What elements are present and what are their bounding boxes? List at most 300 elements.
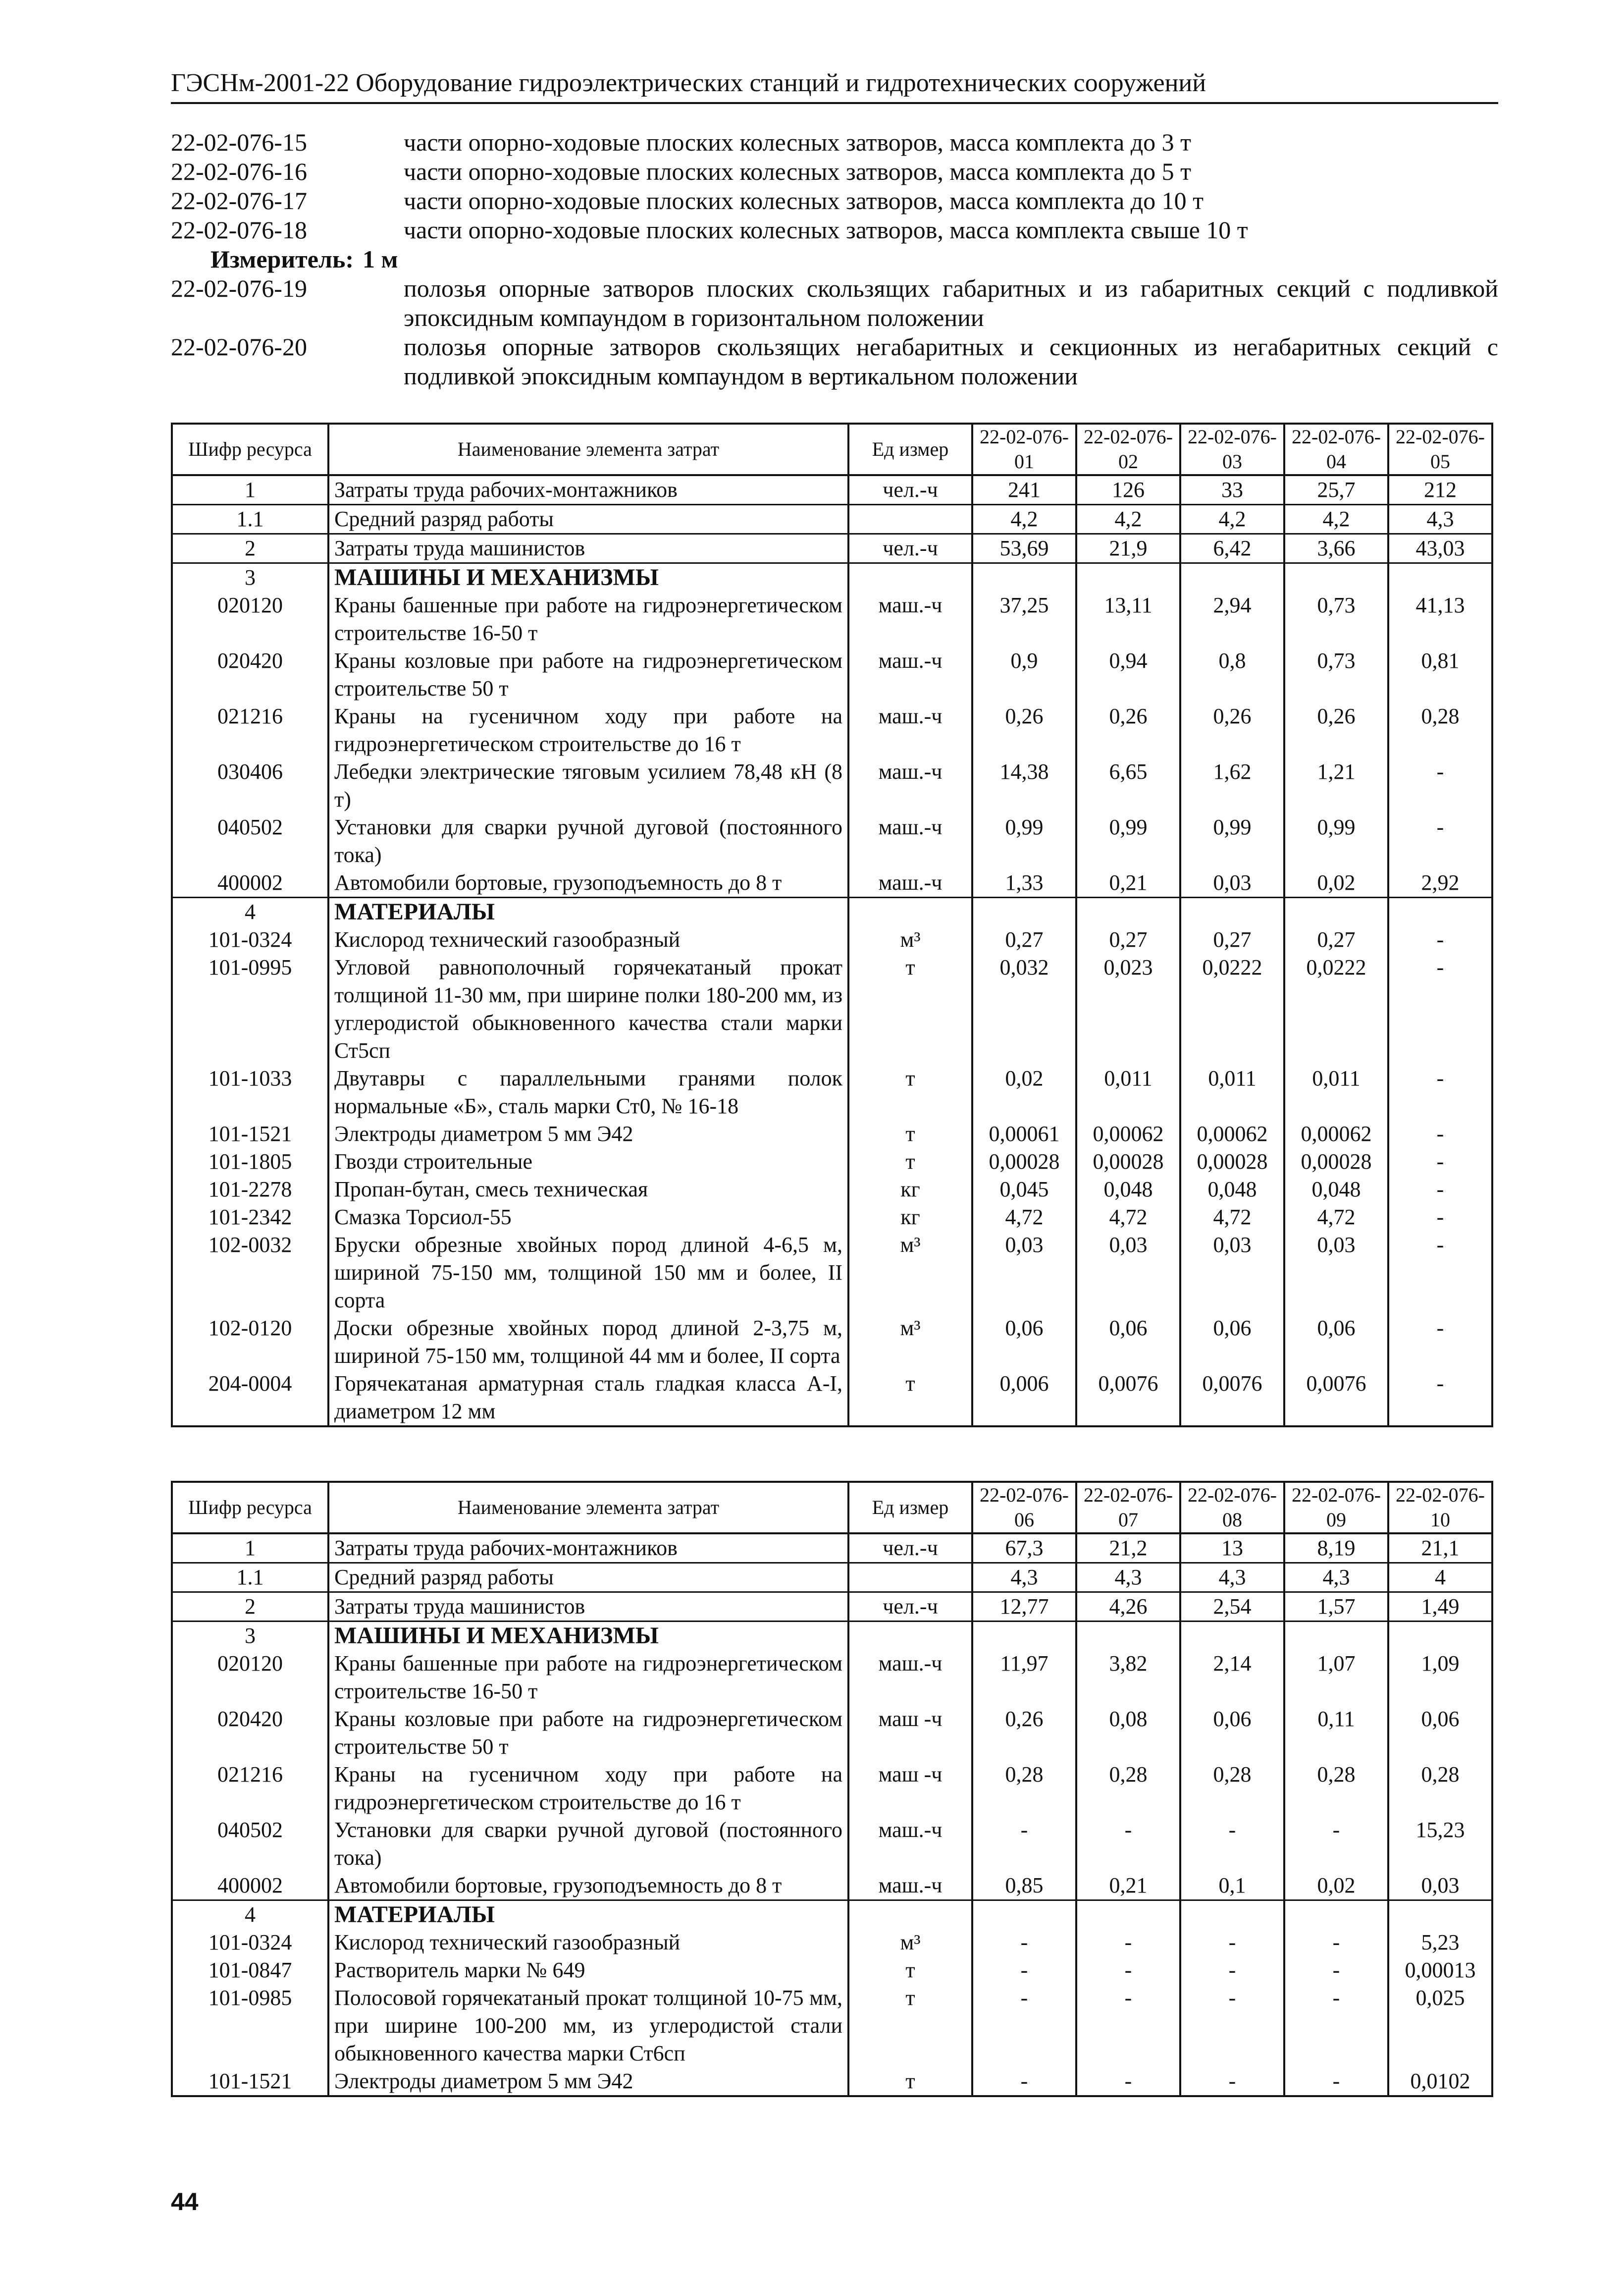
intro-text: полозья опорные затворов скользящих негабаритных и секционных из негабаритных секций с подливкой эпоксидным компаундом в вертикальном положении <box>404 333 1498 390</box>
resource-code: 040502 <box>172 1816 328 1872</box>
resource-value: 0,03 <box>1076 1231 1180 1314</box>
resource-code: 030406 <box>172 758 328 813</box>
resource-value: 0,99 <box>1076 813 1180 869</box>
table-row <box>172 1929 1492 1956</box>
resource-code: 101-2342 <box>172 1203 328 1231</box>
resource-value: - <box>1076 2067 1180 2096</box>
resource-value: 0,28 <box>1388 703 1492 758</box>
resource-value: 0,006 <box>972 1370 1076 1426</box>
resource-unit: маш.-ч <box>848 813 972 869</box>
resource-unit: маш.-ч <box>848 703 972 758</box>
intro-item <box>171 332 1498 391</box>
resource-value: 33 <box>1180 475 1284 505</box>
resource-value <box>972 898 1076 926</box>
resource-value: 0,03 <box>1180 1231 1284 1314</box>
resource-code: 1 <box>172 1533 328 1563</box>
resource-value: 0,00028 <box>1180 1148 1284 1176</box>
resource-value <box>1388 563 1492 592</box>
table-header-row <box>172 424 1492 475</box>
resource-unit <box>848 1900 972 1929</box>
resource-code: 2 <box>172 534 328 563</box>
col-header-norm: 22-02-076-09 <box>1284 1482 1388 1533</box>
resource-code: 020420 <box>172 647 328 703</box>
resource-name: Краны башенные при работе на гидроэнергетическом строительстве 16-50 т <box>328 592 848 647</box>
resource-code: 3 <box>172 1621 328 1650</box>
resource-value: - <box>1388 1231 1492 1314</box>
resource-value: - <box>1180 1956 1284 1984</box>
resource-value: 37,25 <box>972 592 1076 647</box>
table-row <box>172 813 1492 869</box>
resource-value: 212 <box>1388 475 1492 505</box>
table-row <box>172 2067 1492 2096</box>
resource-value: 0,28 <box>1284 1761 1388 1816</box>
table-row <box>172 475 1492 505</box>
resource-unit: кг <box>848 1203 972 1231</box>
resource-unit: т <box>848 1984 972 2067</box>
resource-name: Краны башенные при работе на гидроэнергетическом строительстве 16-50 т <box>328 1650 848 1705</box>
intro-text: полозья опорные затворов плоских скользящих габаритных и из габаритных секций с подливкой эпоксидным компаундом в горизонтальном положении <box>404 274 1498 331</box>
resource-value: 0,28 <box>972 1761 1076 1816</box>
resource-value: - <box>972 2067 1076 2096</box>
resource-value: 2,14 <box>1180 1650 1284 1705</box>
resource-value: 0,06 <box>972 1314 1076 1370</box>
resource-value: - <box>1076 1984 1180 2067</box>
resource-value: 0,0076 <box>1180 1370 1284 1426</box>
resource-value: 0,27 <box>1180 926 1284 954</box>
resource-unit: маш.-ч <box>848 592 972 647</box>
resource-value: 4,3 <box>1284 1563 1388 1592</box>
resource-value: 3,66 <box>1284 534 1388 563</box>
table-row <box>172 1592 1492 1621</box>
section-row <box>172 898 1492 926</box>
col-header-norm: 22-02-076-06 <box>972 1482 1076 1533</box>
resource-name: Краны козловые при работе на гидроэнергетическом строительстве 50 т <box>328 647 848 703</box>
resource-code: 101-1805 <box>172 1148 328 1176</box>
col-header-norm: 22-02-076-05 <box>1388 424 1492 475</box>
resource-value: - <box>1388 1065 1492 1120</box>
intro-item <box>171 157 1498 186</box>
resource-unit: т <box>848 954 972 1065</box>
resource-unit: м³ <box>848 926 972 954</box>
resource-value: 0,02 <box>1284 1872 1388 1900</box>
resource-value: 4,3 <box>1076 1563 1180 1592</box>
intro-code: 22-02-076-18 <box>171 216 307 244</box>
resource-value: 0,06 <box>1388 1705 1492 1761</box>
resource-value: - <box>1180 2067 1284 2096</box>
resource-value: 0,26 <box>1284 703 1388 758</box>
resource-code: 021216 <box>172 1761 328 1816</box>
resource-code: 101-0324 <box>172 1929 328 1956</box>
resource-value <box>1180 898 1284 926</box>
section-row <box>172 1621 1492 1650</box>
resource-value: 0,06 <box>1180 1705 1284 1761</box>
resource-value: - <box>1284 1929 1388 1956</box>
resource-value: 0,26 <box>972 703 1076 758</box>
resource-value <box>1180 1900 1284 1929</box>
resource-value: 0,00028 <box>1284 1148 1388 1176</box>
resource-value: 0,06 <box>1284 1314 1388 1370</box>
resource-table-1 <box>171 423 1493 1427</box>
resource-unit: чел.-ч <box>848 534 972 563</box>
resource-value: - <box>1284 1956 1388 1984</box>
col-header-code: Шифр ресурса <box>172 424 328 475</box>
resource-value: 0,81 <box>1388 647 1492 703</box>
resource-name: Кислород технический газообразный <box>328 1929 848 1956</box>
resource-value <box>972 563 1076 592</box>
resource-value: 0,011 <box>1284 1065 1388 1120</box>
resource-value: 0,28 <box>1388 1761 1492 1816</box>
resource-value <box>1076 1621 1180 1650</box>
resource-name: Установки для сварки ручной дуговой (постоянного тока) <box>328 813 848 869</box>
table-row <box>172 703 1492 758</box>
intro-list <box>171 274 1498 391</box>
intro-text: части опорно-ходовые плоских колесных затворов, масса комплекта до 5 т <box>404 158 1191 185</box>
resource-value: 1,07 <box>1284 1650 1388 1705</box>
resource-value <box>1284 1900 1388 1929</box>
table-row <box>172 1370 1492 1426</box>
resource-code: 3 <box>172 563 328 592</box>
resource-code: 204-0004 <box>172 1370 328 1426</box>
resource-value: - <box>1388 1176 1492 1203</box>
col-header-unit: Ед измер <box>848 1482 972 1533</box>
resource-value: 21,2 <box>1076 1533 1180 1563</box>
resource-unit: чел.-ч <box>848 1533 972 1563</box>
table-row <box>172 1203 1492 1231</box>
col-header-norm: 22-02-076-08 <box>1180 1482 1284 1533</box>
resource-unit: м³ <box>848 1929 972 1956</box>
resource-value: 0,00062 <box>1076 1120 1180 1148</box>
resource-value <box>1284 1621 1388 1650</box>
resource-name: Растворитель марки № 649 <box>328 1956 848 1984</box>
table-header-row <box>172 1482 1492 1533</box>
resource-name: Пропан-бутан, смесь техническая <box>328 1176 848 1203</box>
table-row <box>172 926 1492 954</box>
col-header-norm: 22-02-076-10 <box>1388 1482 1492 1533</box>
intro-item <box>171 186 1498 216</box>
col-header-norm: 22-02-076-07 <box>1076 1482 1180 1533</box>
resource-name: Краны козловые при работе на гидроэнергетическом строительстве 50 т <box>328 1705 848 1761</box>
table-row <box>172 1148 1492 1176</box>
resource-value: 0,21 <box>1076 869 1180 898</box>
resource-value: 0,99 <box>1180 813 1284 869</box>
resource-value: - <box>1076 1816 1180 1872</box>
table-row <box>172 647 1492 703</box>
resource-value: 0,0076 <box>1284 1370 1388 1426</box>
resource-name: Затраты труда рабочих-монтажников <box>328 475 848 505</box>
resource-value: 0,048 <box>1180 1176 1284 1203</box>
resource-value: 4,3 <box>972 1563 1076 1592</box>
resource-value: 2,54 <box>1180 1592 1284 1621</box>
resource-code: 1.1 <box>172 1563 328 1592</box>
resource-value: 0,045 <box>972 1176 1076 1203</box>
page-header: ГЭСНм-2001-22 Оборудование гидроэлектрических станций и гидротехнических сооружений <box>171 70 1498 104</box>
resource-value <box>1388 898 1492 926</box>
resource-value: - <box>1388 954 1492 1065</box>
resource-code: 101-0995 <box>172 954 328 1065</box>
resource-value: 0,85 <box>972 1872 1076 1900</box>
resource-value: 4,2 <box>972 505 1076 534</box>
resource-value: 0,03 <box>1180 869 1284 898</box>
resource-code: 101-0847 <box>172 1956 328 1984</box>
resource-value <box>1388 1621 1492 1650</box>
table-row <box>172 534 1492 563</box>
resource-name: Электроды диаметром 5 мм Э42 <box>328 2067 848 2096</box>
resource-name: МАТЕРИАЛЫ <box>328 898 848 926</box>
resource-value: 4,3 <box>1180 1563 1284 1592</box>
resource-value: 53,69 <box>972 534 1076 563</box>
resource-unit <box>848 1563 972 1592</box>
resource-code: 400002 <box>172 869 328 898</box>
resource-value: 0,011 <box>1076 1065 1180 1120</box>
resource-name: Затраты труда машинистов <box>328 1592 848 1621</box>
resource-value: 0,73 <box>1284 647 1388 703</box>
resource-value <box>1076 1900 1180 1929</box>
resource-unit: т <box>848 1065 972 1120</box>
col-header-norm: 22-02-076-02 <box>1076 424 1180 475</box>
resource-value: - <box>1284 1984 1388 2067</box>
resource-value: 0,011 <box>1180 1065 1284 1120</box>
resource-value: - <box>1388 758 1492 813</box>
resource-value: 0,0222 <box>1284 954 1388 1065</box>
resource-name: Кислород технический газообразный <box>328 926 848 954</box>
resource-value: 12,77 <box>972 1592 1076 1621</box>
resource-value: 0,03 <box>972 1231 1076 1314</box>
resource-value: 0,28 <box>1076 1761 1180 1816</box>
resource-value: 13,11 <box>1076 592 1180 647</box>
resource-value: 0,99 <box>1284 813 1388 869</box>
intro-list <box>171 128 1498 245</box>
table-row <box>172 1984 1492 2067</box>
resource-name: Краны на гусеничном ходу при работе на гидроэнергетическом строительстве до 16 т <box>328 703 848 758</box>
resource-value: 0,025 <box>1388 1984 1492 2067</box>
resource-value: 0,94 <box>1076 647 1180 703</box>
resource-code: 020420 <box>172 1705 328 1761</box>
resource-value: 0,00028 <box>972 1148 1076 1176</box>
resource-unit: т <box>848 1120 972 1148</box>
table-row <box>172 592 1492 647</box>
measure-value: 1 м <box>363 245 398 273</box>
resource-value: - <box>1180 1816 1284 1872</box>
resource-value: 4,72 <box>1284 1203 1388 1231</box>
intro-code: 22-02-076-16 <box>171 158 307 185</box>
resource-code: 4 <box>172 1900 328 1929</box>
resource-code: 021216 <box>172 703 328 758</box>
resource-value: 0,03 <box>1284 1231 1388 1314</box>
resource-name: Полосовой горячекатаный прокат толщиной 10-75 мм, при ширине 100-200 мм, из углеродистой стали обыкновенного качества марки Ст6сп <box>328 1984 848 2067</box>
resource-name: Средний разряд работы <box>328 1563 848 1592</box>
table-row <box>172 1533 1492 1563</box>
table-row <box>172 1176 1492 1203</box>
intro-block <box>171 128 1498 391</box>
resource-unit: маш.-ч <box>848 1650 972 1705</box>
resource-value <box>972 1621 1076 1650</box>
resource-name: Краны на гусеничном ходу при работе на гидроэнергетическом строительстве до 16 т <box>328 1761 848 1816</box>
measure-line <box>171 245 1498 274</box>
page-number: 44 <box>171 2188 199 2216</box>
resource-name: МАШИНЫ И МЕХАНИЗМЫ <box>328 1621 848 1650</box>
resource-value: 2,94 <box>1180 592 1284 647</box>
intro-item <box>171 274 1498 332</box>
resource-value: 0,26 <box>1180 703 1284 758</box>
resource-value: 0,00062 <box>1180 1120 1284 1148</box>
table-row <box>172 1816 1492 1872</box>
resource-value: - <box>972 1816 1076 1872</box>
resource-value: 0,26 <box>972 1705 1076 1761</box>
resource-unit: м³ <box>848 1314 972 1370</box>
resource-value: 0,0076 <box>1076 1370 1180 1426</box>
resource-value <box>1076 563 1180 592</box>
resource-value: 4,2 <box>1180 505 1284 534</box>
resource-code: 400002 <box>172 1872 328 1900</box>
table-row <box>172 1705 1492 1761</box>
table-row <box>172 758 1492 813</box>
resource-value: 0,8 <box>1180 647 1284 703</box>
resource-code: 101-1521 <box>172 2067 328 2096</box>
col-header-norm: 22-02-076-04 <box>1284 424 1388 475</box>
resource-value: 15,23 <box>1388 1816 1492 1872</box>
resource-value: 14,38 <box>972 758 1076 813</box>
table-row <box>172 1761 1492 1816</box>
resource-value: 0,00013 <box>1388 1956 1492 1984</box>
resource-name: Средний разряд работы <box>328 505 848 534</box>
resource-code: 101-2278 <box>172 1176 328 1203</box>
section-row <box>172 563 1492 592</box>
resource-value: 4,72 <box>972 1203 1076 1231</box>
resource-unit: маш.-ч <box>848 869 972 898</box>
resource-value: 5,23 <box>1388 1929 1492 1956</box>
resource-name: Затраты труда рабочих-монтажников <box>328 1533 848 1563</box>
resource-value <box>1180 1621 1284 1650</box>
resource-value: 8,19 <box>1284 1533 1388 1563</box>
intro-code: 22-02-076-17 <box>171 187 307 215</box>
resource-unit: маш.-ч <box>848 1872 972 1900</box>
resource-value: 21,9 <box>1076 534 1180 563</box>
resource-value: 41,13 <box>1388 592 1492 647</box>
resource-value: - <box>972 1956 1076 1984</box>
resource-code: 1.1 <box>172 505 328 534</box>
resource-value: 126 <box>1076 475 1180 505</box>
resource-value: 1,33 <box>972 869 1076 898</box>
table-row <box>172 954 1492 1065</box>
table-row <box>172 1872 1492 1900</box>
resource-unit: маш -ч <box>848 1761 972 1816</box>
resource-code: 101-0985 <box>172 1984 328 2067</box>
resource-value: 241 <box>972 475 1076 505</box>
resource-code: 040502 <box>172 813 328 869</box>
resource-value: 0,06 <box>1076 1314 1180 1370</box>
resource-code: 101-1033 <box>172 1065 328 1120</box>
resource-code: 101-1521 <box>172 1120 328 1148</box>
resource-name: Смазка Торсиол-55 <box>328 1203 848 1231</box>
resource-unit: чел.-ч <box>848 475 972 505</box>
resource-value: 4,72 <box>1180 1203 1284 1231</box>
intro-text: части опорно-ходовые плоских колесных затворов, масса комплекта свыше 10 т <box>404 216 1248 244</box>
resource-value: 0,0222 <box>1180 954 1284 1065</box>
resource-name: Гвозди строительные <box>328 1148 848 1176</box>
col-header-norm: 22-02-076-01 <box>972 424 1076 475</box>
resource-value: 0,26 <box>1076 703 1180 758</box>
resource-unit <box>848 1621 972 1650</box>
resource-value: 67,3 <box>972 1533 1076 1563</box>
resource-unit: т <box>848 1370 972 1426</box>
resource-name: Электроды диаметром 5 мм Э42 <box>328 1120 848 1148</box>
col-header-code: Шифр ресурса <box>172 1482 328 1533</box>
resource-name: Автомобили бортовые, грузоподъемность до 8 т <box>328 869 848 898</box>
resource-value: 4,2 <box>1076 505 1180 534</box>
intro-item <box>171 128 1498 157</box>
resource-value: 0,28 <box>1180 1761 1284 1816</box>
resource-value: 0,00061 <box>972 1120 1076 1148</box>
resource-value: 0,0102 <box>1388 2067 1492 2096</box>
resource-value: 0,11 <box>1284 1705 1388 1761</box>
resource-name: МАТЕРИАЛЫ <box>328 1900 848 1929</box>
resource-value: 25,7 <box>1284 475 1388 505</box>
intro-item <box>171 216 1498 245</box>
resource-code: 102-0032 <box>172 1231 328 1314</box>
resource-value: - <box>972 1984 1076 2067</box>
resource-value <box>1180 563 1284 592</box>
resource-value: 0,99 <box>972 813 1076 869</box>
resource-value: - <box>1388 1120 1492 1148</box>
resource-value: 4,72 <box>1076 1203 1180 1231</box>
resource-value <box>972 1900 1076 1929</box>
resource-value: 0,27 <box>1076 926 1180 954</box>
table-row <box>172 1314 1492 1370</box>
resource-value: 0,048 <box>1284 1176 1388 1203</box>
resource-value: 2,92 <box>1388 869 1492 898</box>
resource-value <box>1076 898 1180 926</box>
resource-value: 13 <box>1180 1533 1284 1563</box>
intro-code: 22-02-076-20 <box>171 333 307 361</box>
resource-name: Доски обрезные хвойных пород длиной 2-3,75 м, шириной 75-150 мм, толщиной 44 мм и более, II сорта <box>328 1314 848 1370</box>
resource-name: Двутавры с параллельными гранями полок нормальные «Б», сталь марки Ст0, № 16-18 <box>328 1065 848 1120</box>
resource-value: - <box>1180 1984 1284 2067</box>
intro-text: части опорно-ходовые плоских колесных затворов, масса комплекта до 3 т <box>404 128 1191 156</box>
resource-value: 6,42 <box>1180 534 1284 563</box>
resource-unit: м³ <box>848 1231 972 1314</box>
resource-unit <box>848 898 972 926</box>
resource-value: 1,57 <box>1284 1592 1388 1621</box>
resource-value: 4,3 <box>1388 505 1492 534</box>
resource-value: 0,9 <box>972 647 1076 703</box>
resource-name: Автомобили бортовые, грузоподъемность до 8 т <box>328 1872 848 1900</box>
resource-code: 101-0324 <box>172 926 328 954</box>
resource-value: - <box>972 1929 1076 1956</box>
table-row <box>172 1650 1492 1705</box>
resource-value: - <box>1388 1370 1492 1426</box>
resource-unit: т <box>848 1148 972 1176</box>
resource-value: 43,03 <box>1388 534 1492 563</box>
resource-value: 0,27 <box>972 926 1076 954</box>
resource-value <box>1388 1900 1492 1929</box>
resource-value: 0,02 <box>972 1065 1076 1120</box>
col-header-name: Наименование элемента затрат <box>328 424 848 475</box>
resource-value: 0,06 <box>1180 1314 1284 1370</box>
resource-value: 1,62 <box>1180 758 1284 813</box>
resource-value: 4 <box>1388 1563 1492 1592</box>
resource-value: 4,2 <box>1284 505 1388 534</box>
resource-unit <box>848 563 972 592</box>
resource-unit: т <box>848 1956 972 1984</box>
resource-unit: т <box>848 2067 972 2096</box>
resource-name: Лебедки электрические тяговым усилием 78,48 кН (8 т) <box>328 758 848 813</box>
resource-name: Угловой равнополочный горячекатаный прокат толщиной 11-30 мм, при ширине полки 180-200 мм, из углеродистой обыкновенного качества стали марки Ст5сп <box>328 954 848 1065</box>
resource-value <box>1284 563 1388 592</box>
resource-value: 3,82 <box>1076 1650 1180 1705</box>
resource-code: 102-0120 <box>172 1314 328 1370</box>
resource-value: - <box>1388 1314 1492 1370</box>
intro-code: 22-02-076-19 <box>171 274 307 302</box>
